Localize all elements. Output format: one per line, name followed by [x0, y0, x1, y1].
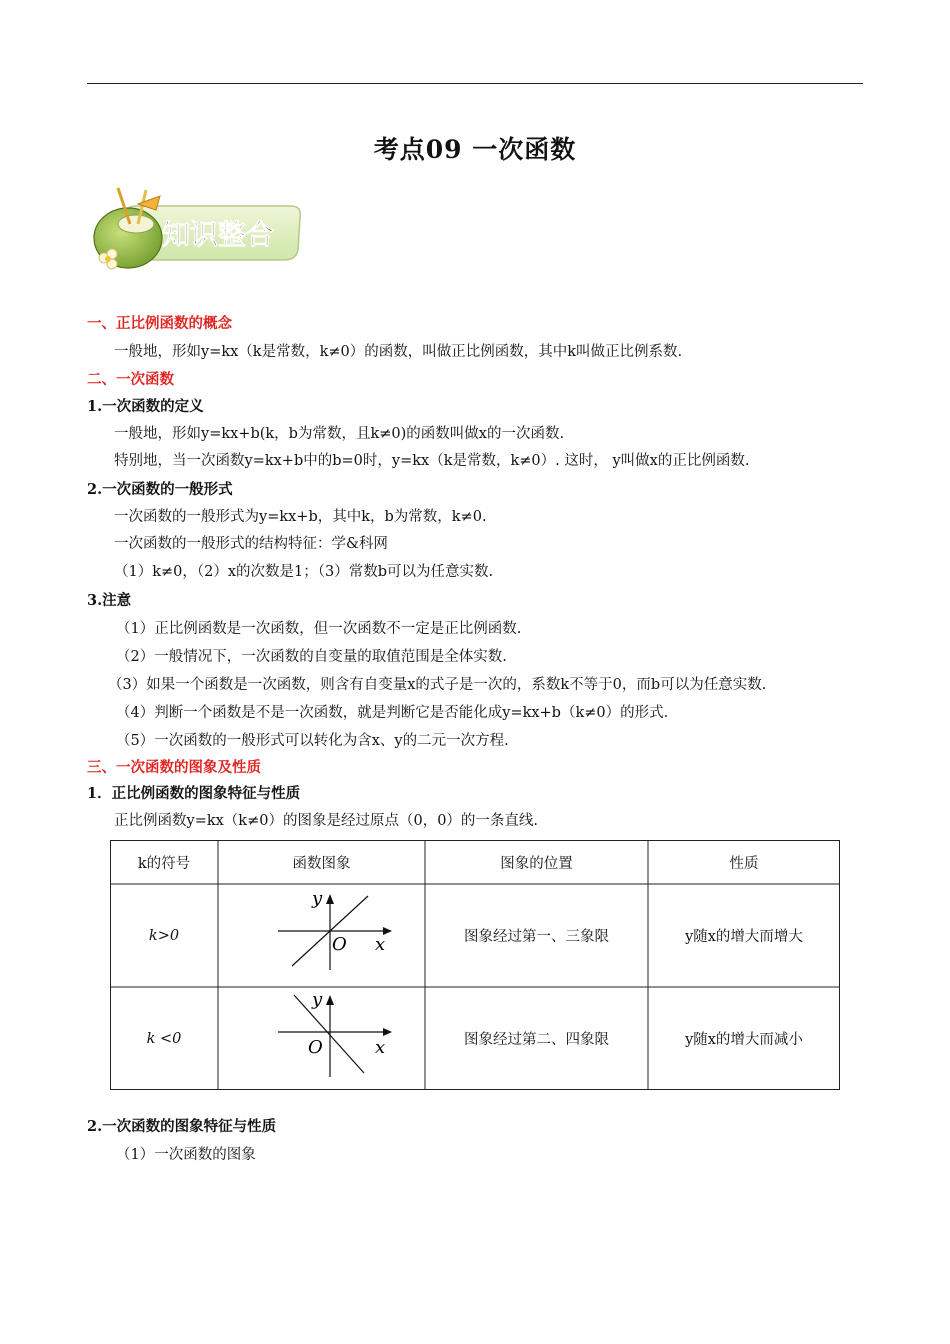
knowledge-badge — [86, 184, 308, 276]
note-item: （3）如果一个函数是一次函数，则含有自变量x的式子是一次的，系数k不等于0，而b可以为任意实数. — [108, 677, 767, 693]
paragraph: 一次函数的一般形式为y=kx+b，其中k，b为常数，k≠0. — [114, 509, 487, 525]
paragraph: （1）k≠0，（2）x的次数是1；（3）常数b可以为任意实数. — [114, 564, 494, 580]
note-item: （4）判断一个函数是不是一次函数，就是判断它是否能化成y=kx+b（k≠0）的形式. — [116, 705, 669, 721]
section-heading-1: 一、正比例函数的概念 — [87, 315, 232, 332]
table-cell-sign: k>0 — [148, 927, 180, 944]
table-cell-property: y随x的增大而减小 — [685, 1032, 803, 1048]
header-rule — [87, 83, 863, 84]
subheading: 2.一次函数的一般形式 — [87, 481, 233, 498]
table-cell-sign: k <0 — [146, 1030, 182, 1047]
section-heading-2: 二、一次函数 — [87, 371, 174, 388]
table-cell-position: 图象经过第一、三象限 — [464, 929, 609, 945]
axis-label-x: x — [375, 934, 386, 955]
axis-label-y: y — [312, 989, 323, 1010]
table-header: 性质 — [729, 855, 759, 872]
table-header: k的符号 — [137, 855, 191, 872]
section-heading-3: 三、一次函数的图象及性质 — [87, 759, 261, 776]
page-title: 考点09 一次函数 — [373, 135, 577, 164]
table-header: 图象的位置 — [500, 855, 573, 872]
graph-k-positive — [218, 884, 425, 987]
badge-label: 知识整合 — [161, 218, 275, 251]
origin-label: O — [332, 934, 347, 955]
table-header: 函数图象 — [292, 855, 351, 872]
note-item: （1）正比例函数是一次函数，但一次函数不一定是正比例函数. — [116, 621, 522, 637]
paragraph: 正比例函数y=kx（k≠0）的图象是经过原点（0，0）的一条直线. — [114, 813, 539, 829]
paragraph: 一次函数的一般形式的结构特征：学&科网 — [114, 536, 388, 552]
proportional-function-table — [110, 840, 840, 1090]
origin-label: O — [308, 1037, 323, 1058]
note-item: （5）一次函数的一般形式可以转化为含x、y的二元一次方程. — [116, 733, 509, 749]
axis-label-x: x — [375, 1037, 386, 1058]
note-item: （2）一般情况下，一次函数的自变量的取值范围是全体实数. — [116, 649, 507, 665]
table-cell-property: y随x的增大而增大 — [685, 929, 803, 945]
paragraph: （1）一次函数的图象 — [116, 1147, 256, 1163]
paragraph: 一般地，形如y=kx+b(k，b为常数，且k≠0)的函数叫做x的一次函数. — [114, 426, 565, 442]
axis-label-y: y — [312, 888, 323, 909]
subheading: 3.注意 — [87, 592, 132, 609]
table-cell-position: 图象经过第二、四象限 — [464, 1032, 609, 1048]
graph-k-negative — [218, 987, 425, 1090]
paragraph: 特别地，当一次函数y=kx+b中的b=0时，y=kx（k是常数，k≠0）. 这时， y叫做x的正比例函数. — [114, 453, 750, 469]
paragraph: 一般地，形如y=kx（k是常数，k≠0）的函数，叫做正比例函数，其中k叫做正比例系数. — [114, 344, 683, 360]
subheading: 2.一次函数的图象特征与性质 — [87, 1118, 277, 1135]
subheading: 1.一次函数的定义 — [87, 398, 204, 415]
subheading: 1．正比例函数的图象特征与性质 — [87, 785, 301, 802]
